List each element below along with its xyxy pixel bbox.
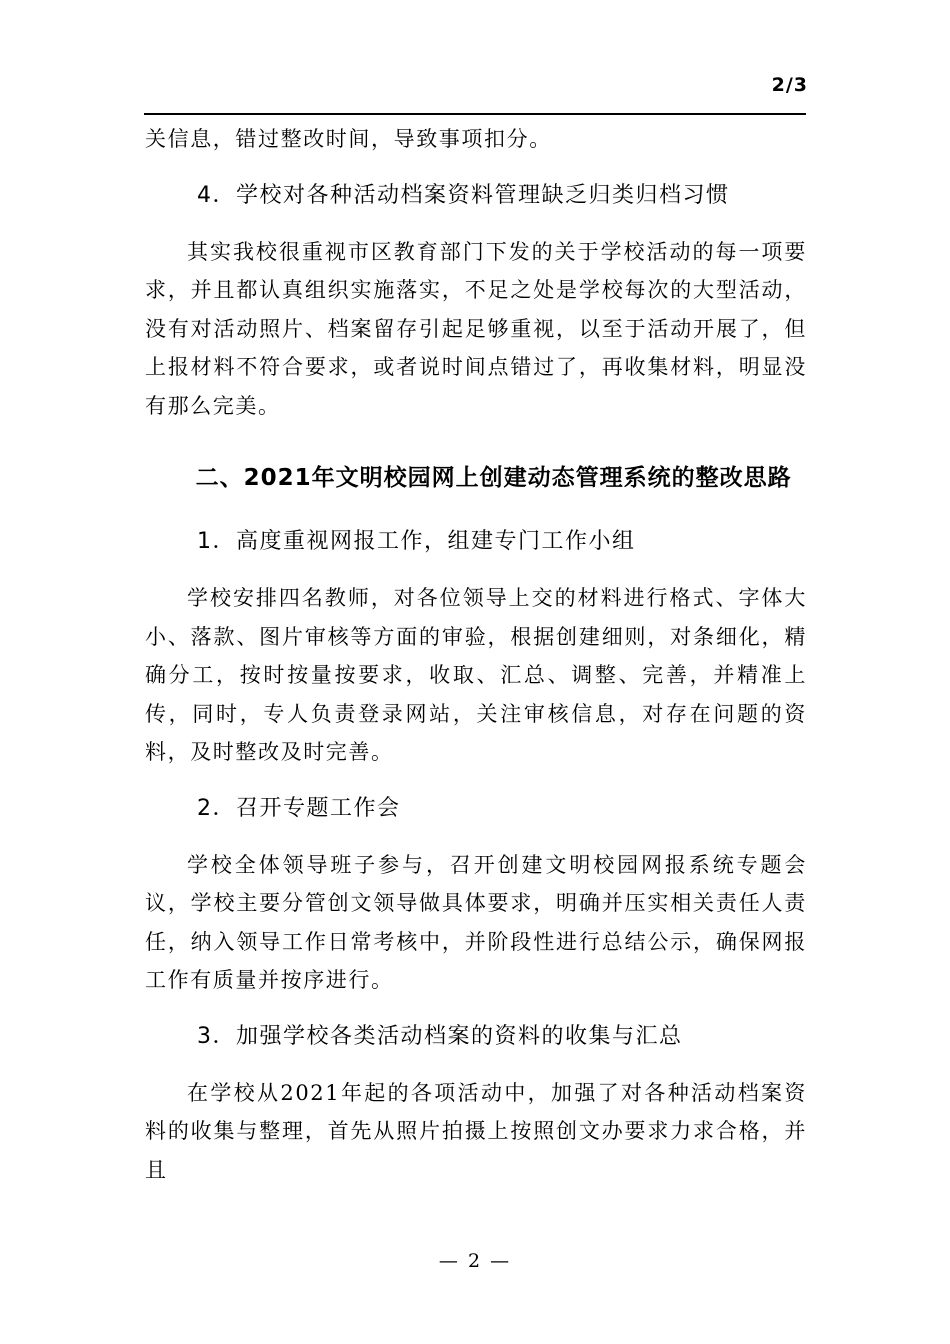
page-indicator: 2/3: [771, 74, 808, 96]
paragraph-archive-collection: 在学校从2021年起的各项活动中，加强了对各种活动档案资料的收集与整理，首先从照片拍摄上按照创文办要求力求合格，并且: [145, 1080, 807, 1182]
paragraph-archive-habits: 其实我校很重视市区教育部门下发的关于学校活动的每一项要求，并且都认真组织实施落实，不足之处是学校每次的大型活动，没有对活动照片、档案留存引起足够重视，以至于活动开展了，但上报材料不符合要求，或者说时间点错过了，再收集材料，明显没有那么完美。: [145, 239, 807, 418]
section-heading-2: 二、2021年文明校园网上创建动态管理系统的整改思路: [195, 465, 792, 491]
paragraph-continued: 关信息，错过整改时间，导致事项扣分。: [145, 127, 552, 151]
paragraph-work-group: 学校安排四名教师，对各位领导上交的材料进行格式、字体大小、落款、图片审核等方面的审验，根据创建细则，对条细化，精确分工，按时按量按要求，收取、汇总、调整、完善，并精准上传，同时，专人负责登录网站，关注审核信息，对存在问题的资料，及时整改及时完善。: [145, 586, 807, 764]
document-body: [145, 120, 807, 1189]
subheading-3: 3．加强学校各类活动档案的资料的收集与汇总: [197, 1023, 683, 1049]
paragraph-meeting: 学校全体领导班子参与，召开创建文明校园网报系统专题会议，学校主要分管创文领导做具体要求，明确并压实相关责任人责任，纳入领导工作日常考核中，并阶段性进行总结公示，确保网报工作有质量并按序进行。: [145, 852, 807, 992]
header-rule: [144, 113, 806, 115]
subheading-2: 2．召开专题工作会: [197, 795, 401, 821]
page-number-footer: — 2 —: [438, 1250, 512, 1272]
subheading-4: 4．学校对各种活动档案资料管理缺乏归类归档习惯: [197, 182, 730, 208]
subheading-1: 1．高度重视网报工作，组建专门工作小组: [197, 529, 636, 554]
